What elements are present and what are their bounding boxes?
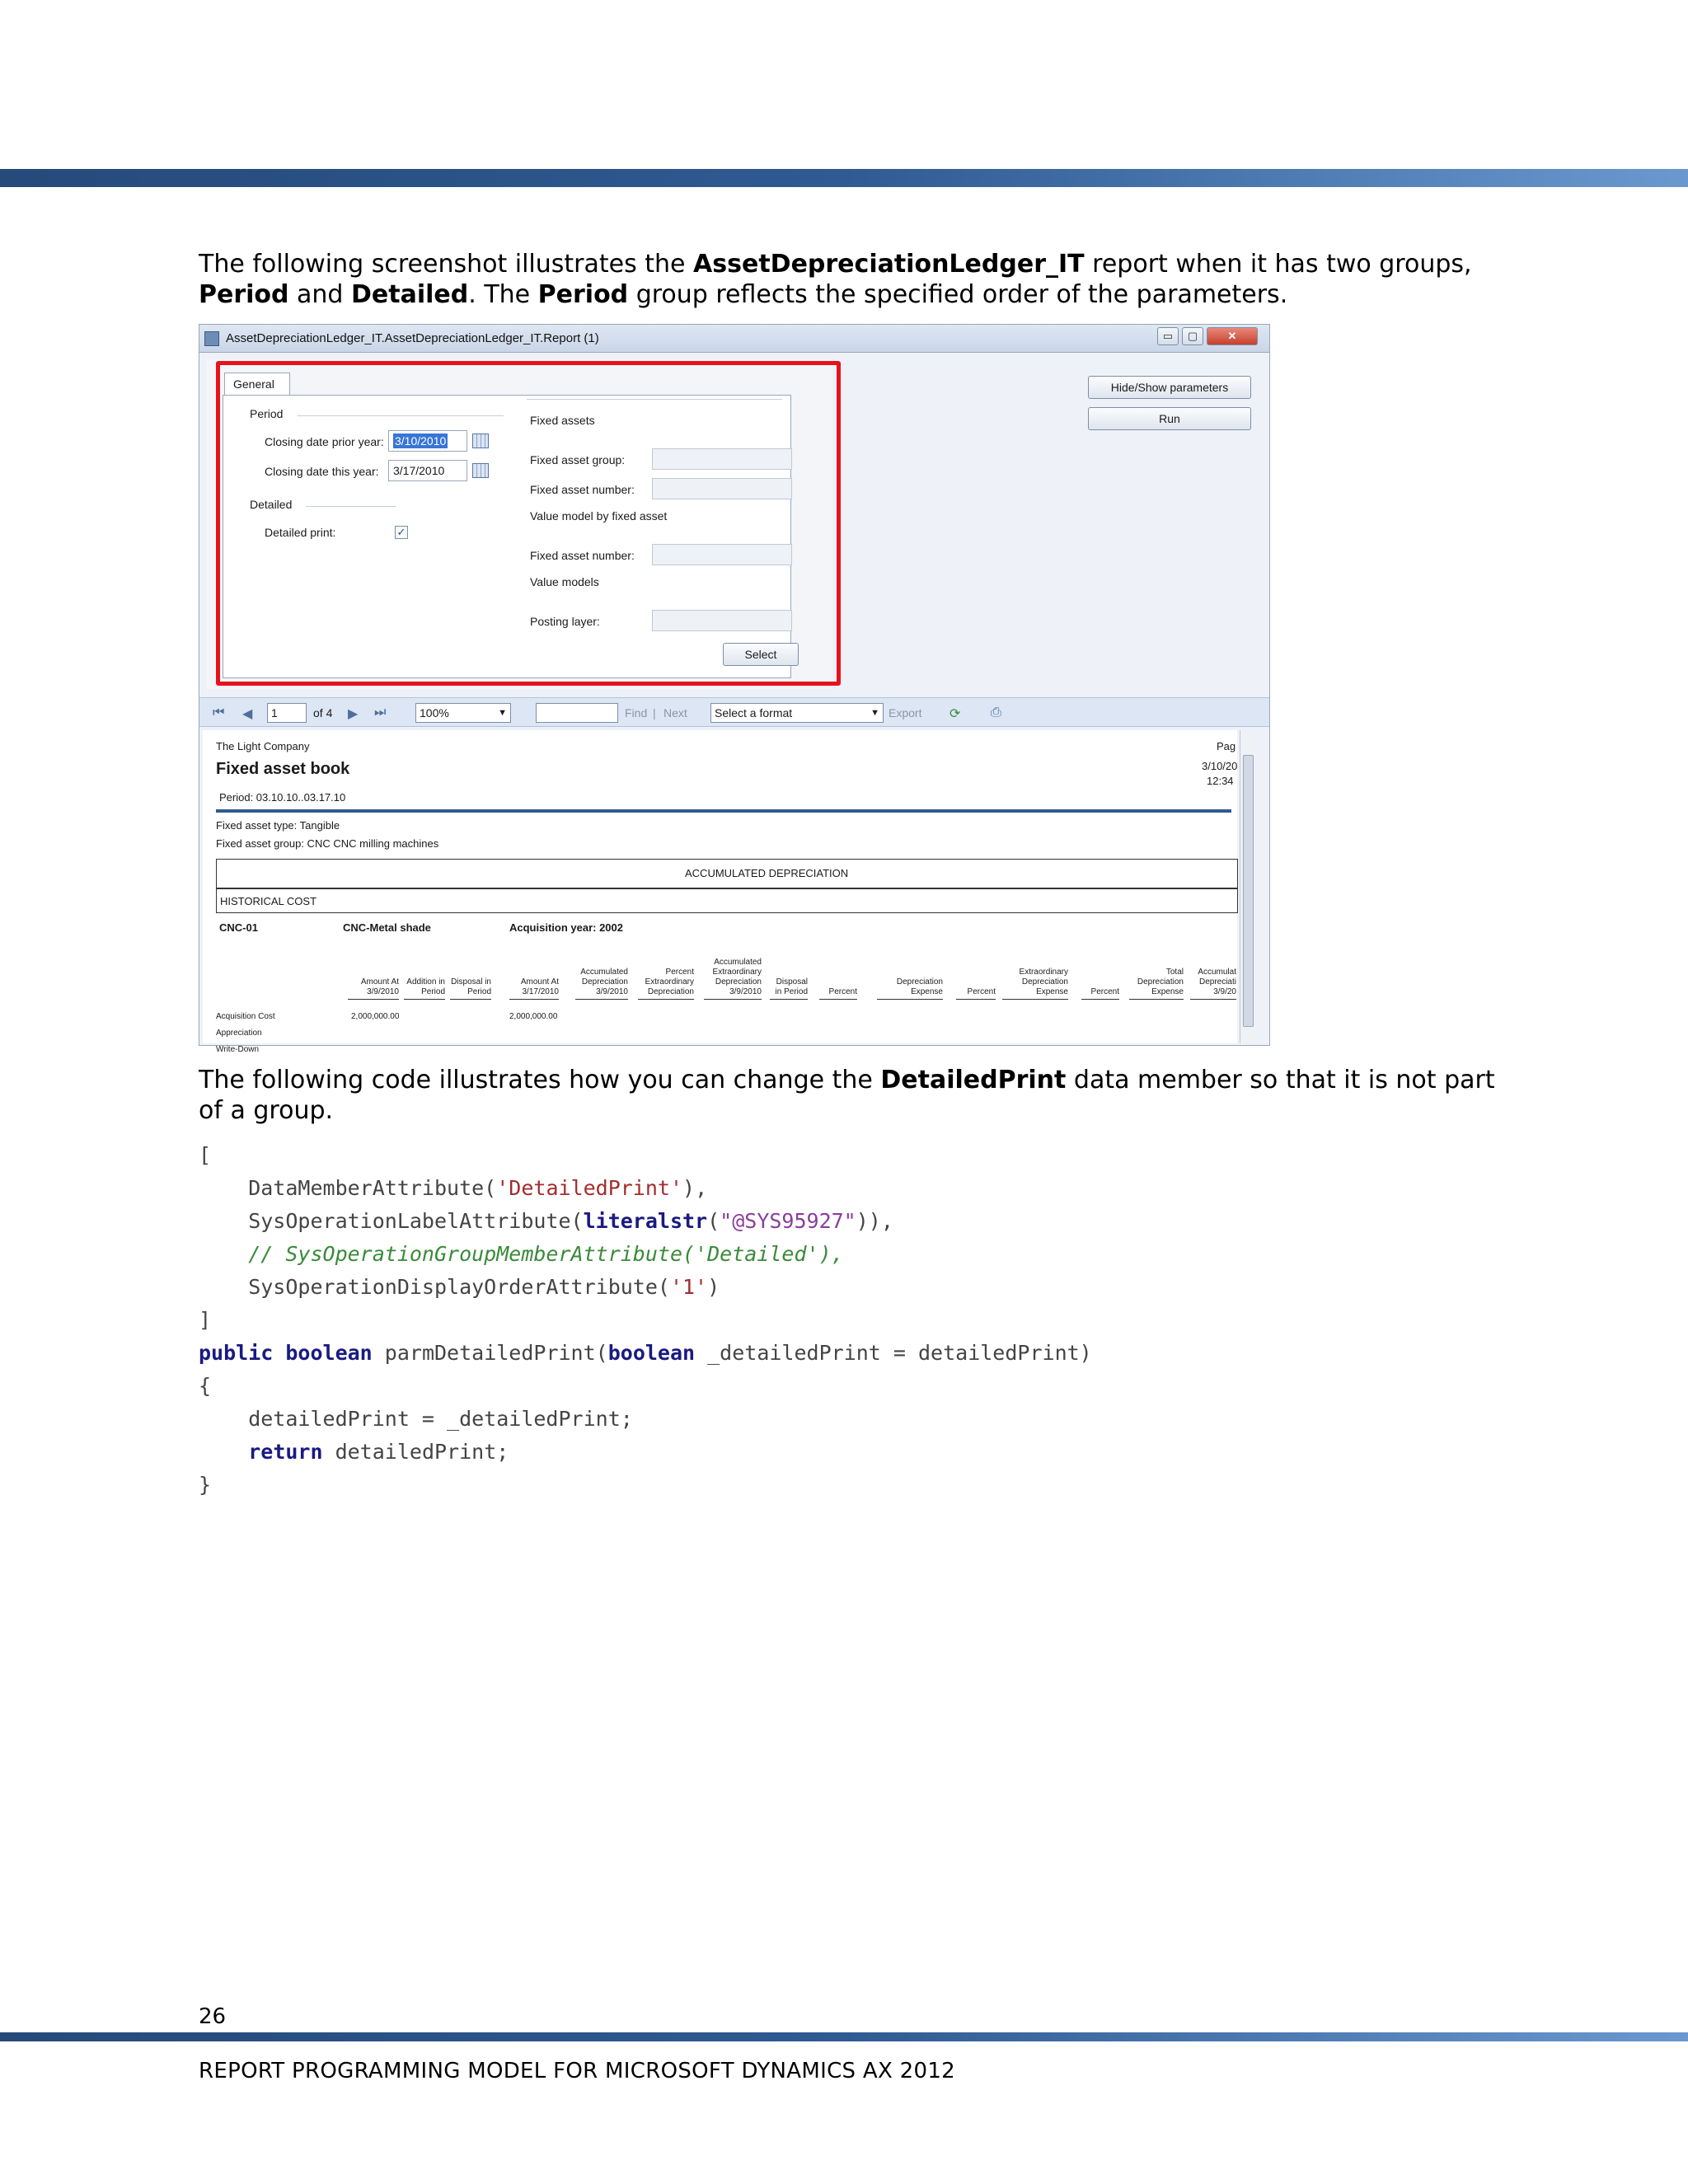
report-scrollbar[interactable] — [1240, 730, 1256, 1043]
footer-band — [0, 2032, 1688, 2041]
window-title: AssetDepreciationLedger_IT.AssetDepreciationLedger_IT.Report (1) — [226, 331, 599, 345]
report-preview — [203, 730, 1238, 1054]
fixed-asset-number-label: Fixed asset number: — [530, 549, 635, 562]
asset-id: CNC-01 — [219, 921, 258, 934]
row-label: Acquisition Cost — [216, 1012, 275, 1021]
company-name: The Light Company — [216, 740, 310, 752]
report-toolbar — [199, 697, 1269, 727]
find-link[interactable]: Find — [625, 706, 648, 719]
closing-prior-field[interactable]: 3/10/2010 — [388, 430, 467, 452]
first-page-icon[interactable]: ⏮ — [213, 705, 225, 719]
print-icon[interactable]: ⎙ — [991, 705, 1001, 719]
page-number-field[interactable]: 1 — [267, 703, 307, 723]
report-date: 3/10/20 — [1202, 760, 1238, 772]
value-models-label: Value models — [530, 575, 599, 588]
row-amount-end: 2,000,000.00 — [509, 1012, 558, 1021]
intro-paragraph: The following screenshot illustrates the AssetDepreciationLedger_IT report when it has two groups, Period and Detailed. The Period group reflects the specified order of the parameters. — [199, 250, 1472, 309]
code-line: // SysOperationGroupMemberAttribute('Detailed'), — [199, 1242, 844, 1266]
report-time: 12:34 — [1207, 775, 1234, 787]
chevron-down-icon: ▼ — [870, 708, 879, 718]
row-amount-start: 2,000,000.00 — [351, 1012, 400, 1021]
page-number: 26 — [199, 2004, 227, 2029]
column-header: Disposal in Period — [770, 977, 808, 1000]
accumulated-depreciation-label: ACCUMULATED DEPRECIATION — [685, 867, 849, 879]
footer-title: REPORT PROGRAMMING MODEL FOR MICROSOFT DYNAMICS AX 2012 — [199, 2059, 956, 2083]
code-line: { — [199, 1374, 212, 1398]
detailed-print-checkbox[interactable]: ✓ — [395, 526, 408, 539]
group-fixed-assets-label: Fixed assets — [530, 414, 595, 427]
column-header: Percent — [819, 987, 857, 1000]
refresh-icon[interactable]: ⟳ — [950, 707, 961, 721]
run-button[interactable]: Run — [1088, 407, 1251, 430]
code-line: detailedPrint = _detailedPrint; — [199, 1407, 633, 1431]
window-titlebar — [199, 325, 1269, 353]
column-header: Accumulat Depreciati 3/9/20 — [1190, 968, 1236, 1000]
fixed-asset-group-label: Fixed asset group: — [530, 453, 626, 466]
report-rule — [216, 809, 1231, 813]
maximize-button[interactable]: ▢ — [1182, 327, 1203, 345]
last-page-icon[interactable]: ⏭ — [374, 705, 387, 719]
column-header: Percent — [1081, 987, 1119, 1000]
column-header: Amount At 3/9/2010 — [348, 977, 399, 1000]
column-header: Percent — [956, 987, 996, 1000]
page-label: Pag — [1217, 740, 1236, 752]
code-line: [ — [199, 1143, 212, 1167]
report-title: Fixed asset book — [216, 760, 350, 778]
column-header: Total Depreciation Expense — [1129, 968, 1184, 1000]
hide-show-parameters-button[interactable]: Hide/Show parameters — [1088, 376, 1251, 399]
closing-this-label: Closing date this year: — [265, 465, 379, 478]
column-header: Accumulated Depreciation 3/9/2010 — [575, 968, 628, 1000]
close-button[interactable]: ✕ — [1207, 327, 1258, 345]
column-header: Disposal in Period — [450, 977, 491, 1000]
report-period: Period: 03.10.10..03.17.10 — [219, 791, 346, 804]
code-block — [199, 1139, 1092, 1502]
fixed-asset-number-label: Fixed asset number: — [530, 483, 635, 496]
asset-type: Fixed asset type: Tangible — [216, 819, 340, 832]
code-line: public boolean parmDetailedPrint(boolean _detailedPrint = detailedPrint) — [199, 1341, 1092, 1365]
row-label: Appreciation — [216, 1029, 262, 1038]
closing-prior-label: Closing date prior year: — [265, 435, 384, 448]
next-link[interactable]: Next — [663, 706, 687, 719]
posting-layer-label: Posting layer: — [530, 615, 600, 628]
tab-general[interactable]: General — [224, 373, 290, 396]
asset-name: CNC-Metal shade — [343, 921, 431, 934]
code-line: ] — [199, 1308, 212, 1332]
find-input[interactable] — [536, 703, 618, 723]
find-separator: | — [653, 706, 656, 719]
report-screenshot — [199, 324, 1270, 1054]
acquisition-year: Acquisition year: 2002 — [509, 921, 623, 934]
highlight-box — [216, 361, 841, 686]
code-intro-paragraph: The following code illustrates how you can change the DetailedPrint data member so that it is not part of a group. — [199, 1066, 1495, 1125]
chevron-down-icon: ▼ — [498, 708, 507, 718]
accumulated-depreciation-box — [216, 859, 1238, 888]
scrollbar-thumb[interactable] — [1243, 755, 1254, 1027]
header-band — [0, 169, 1688, 187]
code-line: DataMemberAttribute('DetailedPrint'), — [199, 1176, 708, 1200]
previous-page-icon[interactable]: ◀ — [242, 707, 253, 721]
group-detailed-label: Detailed — [250, 498, 293, 511]
page-count: of 4 — [313, 706, 333, 719]
detailed-print-label: Detailed print: — [265, 526, 336, 539]
code-line: SysOperationLabelAttribute(literalstr("@SYS95927")), — [199, 1209, 893, 1233]
next-page-icon[interactable]: ▶ — [348, 707, 359, 721]
column-header: Amount At 3/17/2010 — [509, 977, 559, 1000]
column-header: Extraordinary Depreciation Expense — [1002, 968, 1068, 1000]
closing-this-field[interactable]: 3/17/2010 — [388, 460, 467, 481]
column-header: Accumulated Extraordinary Depreciation 3/9/2010 — [704, 958, 762, 1000]
historical-cost-label: HISTORICAL COST — [220, 895, 317, 907]
value-model-by-asset-label: Value model by fixed asset — [530, 509, 668, 523]
zoom-select[interactable]: 100% ▼ — [415, 703, 511, 723]
select-button[interactable]: Select — [723, 643, 799, 666]
group-period-label: Period — [250, 407, 284, 420]
minimize-button[interactable]: ▭ — [1157, 327, 1179, 345]
format-select[interactable]: Select a format ▼ — [710, 703, 884, 723]
column-header: Percent Extraordinary Depreciation — [638, 968, 694, 1000]
code-line: return detailedPrint; — [248, 1440, 509, 1464]
asset-group: Fixed asset group: CNC CNC milling machines — [216, 837, 439, 850]
column-header: Depreciation Expense — [877, 977, 943, 1000]
code-line: } — [199, 1473, 212, 1497]
export-link[interactable]: Export — [889, 706, 922, 719]
column-header: Addition in Period — [404, 977, 445, 1000]
code-line: SysOperationDisplayOrderAttribute('1') — [199, 1275, 720, 1299]
row-label: Write-Down — [216, 1045, 260, 1054]
app-icon — [204, 331, 219, 346]
historical-cost-box — [216, 888, 1238, 913]
